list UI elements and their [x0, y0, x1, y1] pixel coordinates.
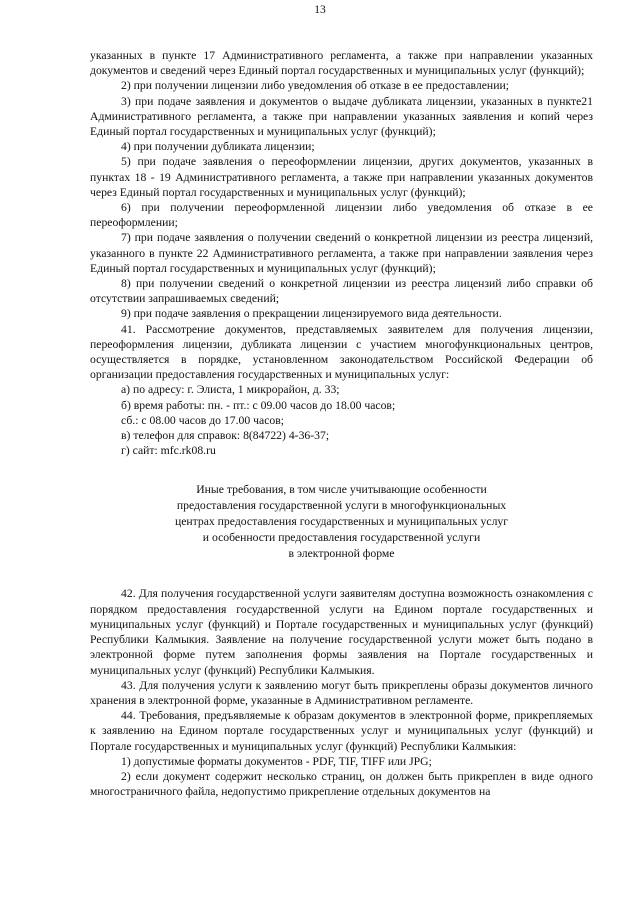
mfc-hours-saturday: сб.: с 08.00 часов до 17.00 часов; [121, 413, 285, 427]
section-heading-line: центрах предоставления государственных и муниципальных услуг [174, 515, 509, 529]
list-item-2: 2) при получении лицензии либо уведомления об отказе в ее предоставлении; [121, 79, 509, 93]
section-heading-line: Иные требования, в том числе учитывающие особенности [196, 483, 487, 497]
mfc-hours-weekdays: б) время работы: пн. - пт.: с 09.00 часов до 18.00 часов; [121, 398, 396, 412]
list-item-9: 9) при подаче заявления о прекращении лицензируемого вида деятельности. [121, 307, 502, 321]
paragraph-41: 41. Рассмотрение документов, представляемых заявителем для получения лицензии, переоформления лицензии, дубликата лицензии с участием многофункциональных центров, осуществляется в порядке, установленном законодательством Российской Федерации об организации предоставления государственных и муниципальных услуг: [90, 322, 593, 382]
section-heading [90, 482, 593, 562]
list-item-3: 3) при подаче заявления и документов о выдаче дубликата лицензии, указанных в пункте21 Административного регламента, а также при направлении указанных заявления и копий через Единый портал государственных и муниципальных услуг (функций); [90, 94, 593, 139]
requirement-1: 1) допустимые форматы документов - PDF, TIF, TIFF или JPG; [121, 754, 432, 768]
mfc-website: г) сайт: mfc.rk08.ru [121, 444, 216, 458]
document-body [90, 48, 593, 799]
list-item-7: 7) при подаче заявления о получении сведений о конкретной лицензии из реестра лицензий, указанного в пункте 22 Административного регламента, а также при направлении заявления через Единый портал государственных и муниципальных услуг (функций); [90, 231, 593, 275]
list-item-5: 5) при подаче заявления о переоформлении лицензии, других документов, указанных в пунктах 18 - 19 Административного регламента, а также при направлении указанных документов через Единый портал государственных и муниципальных услуг (функций); [90, 155, 593, 199]
list-item-8: 8) при получении сведений о конкретной лицензии из реестра лицензий либо справки об отсутствии запрашиваемых сведений; [90, 277, 593, 306]
mfc-phone: в) телефон для справок: 8(84722) 4-36-37; [121, 429, 330, 443]
requirement-2: 2) если документ содержит несколько страниц, он должен быть прикреплен в виде одного многостраничного файла, недопустимо прикрепление отдельных документов на [90, 769, 593, 799]
list-item-4: 4) при получении дубликата лицензии; [121, 140, 315, 154]
mfc-address: а) по адресу: г. Элиста, 1 микрорайон, д. 33; [121, 383, 340, 397]
paragraph-42: 42. Для получения государственной услуги заявителям доступна возможность ознакомления с порядком предоставления государственной услуги на Едином портале государственных и муниципальных услуг (функций) и Портале государственных и муниципальных услуг (функций) Республики Калмыкия. Заявление на получение государственной услуги может быть подано в электронной форме путем заполнения формы заявления на Портале государственных и муниципальных услуг (функций) Республики Калмыкия. [90, 587, 593, 677]
section-heading-line: предоставления государственной услуги в многофункциональных [176, 499, 507, 513]
section-heading-line: в электронной форме [288, 547, 395, 561]
list-item-6: 6) при получении переоформленной лицензии либо уведомления об отказе в ее переоформлении; [90, 201, 593, 230]
section-heading-line: и особенности предоставления государственной услуги [202, 531, 481, 545]
paragraph-43: 43. Для получения услуги к заявлению могут быть прикреплены образы документов личного хранения в электронной форме, указанные в Административном регламенте. [90, 678, 593, 707]
page-number: 13 [314, 4, 326, 16]
paragraph-continuation: указанных в пункте 17 Административного регламента, а также при направлении указанных документов и сведений через Единый портал государственных и муниципальных услуг (функций); [90, 49, 593, 78]
paragraph-44: 44. Требования, предъявляемые к образам документов в электронной форме, прикрепляемых к заявлению на Едином портале государственных услуг и муниципальных услуг (функций) и Портале государственных и муниципальных услуг (функций) Республики Калмыкия: [90, 709, 593, 753]
